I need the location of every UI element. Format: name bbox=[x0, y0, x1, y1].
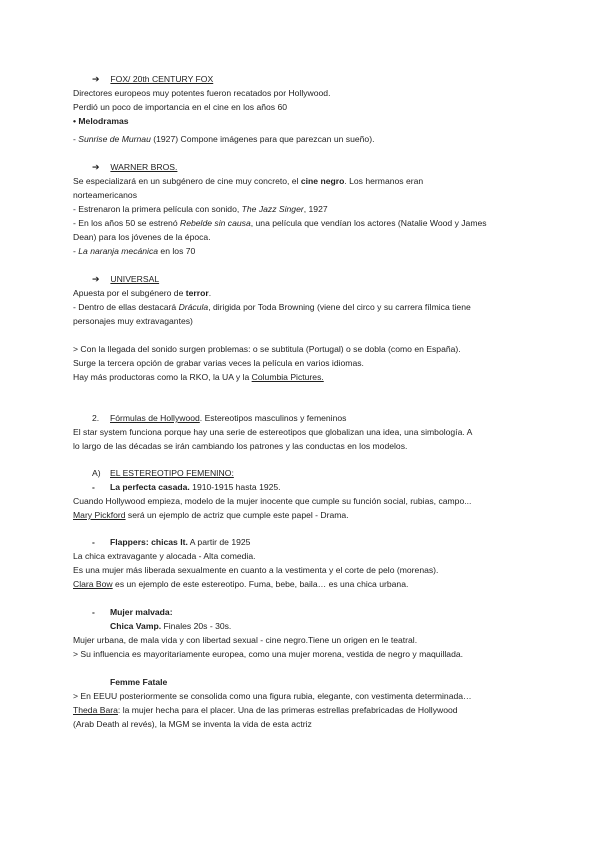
fatale-line2: Theda Bara: la mujer hecha para el placer. Una de las primeras estrellas prefabricadas de Hollywood bbox=[73, 705, 458, 715]
sound-line3: Hay más productoras como la RKO, la UA y la Columbia Pictures. bbox=[73, 372, 324, 382]
section2-line2: lo largo de las décadas se irán cambiando los patrones y las conductas en los modelos. bbox=[73, 441, 408, 451]
theda-bara-link[interactable]: Theda Bara bbox=[73, 705, 118, 715]
dash-icon: - bbox=[92, 482, 95, 492]
universal-line1: Apuesta por el subgénero de terror. bbox=[73, 288, 212, 298]
fatale-line3: (Arab Death al revés), la MGM se inventa la vida de esta actriz bbox=[73, 719, 312, 729]
warner-heading bbox=[92, 160, 177, 174]
flappers-line3: Clara Bow es un ejemplo de este estereotipo. Fuma, bebe, baila… es una chica urbana. bbox=[73, 579, 409, 589]
section2-line1: El star system funciona porque hay una serie de estereotipos que globalizan una idea, una simbología. A bbox=[73, 427, 473, 437]
section2-heading: 2. Fórmulas de Hollywood. Estereotipos masculinos y femeninos bbox=[92, 413, 347, 423]
cine-negro: cine negro bbox=[300, 176, 345, 186]
femenino-heading: A) EL ESTEREOTIPO FEMENINO: bbox=[92, 468, 234, 478]
warner-line3: - Estrenaron la primera película con sonido, The Jazz Singer, 1927 bbox=[73, 204, 328, 214]
clara-bow-link[interactable]: Clara Bow bbox=[73, 579, 113, 589]
malvada-heading: - Mujer malvada: bbox=[92, 607, 173, 617]
terror: terror bbox=[185, 288, 209, 298]
arrow-icon: ➔ bbox=[92, 274, 100, 284]
fatale-line1: > En EEUU posteriormente se consolida como una figura rubia, elegante, con vestimenta determinada… bbox=[73, 691, 472, 701]
vamp-line2: > Su influencia es mayoritariamente europea, como una mujer morena, vestida de negro y maquillada. bbox=[73, 649, 464, 659]
vamp-line1: Mujer urbana, de mala vida y con libertad sexual - cine negro.Tiene un origen en le teatral. bbox=[73, 635, 418, 645]
flappers-line2: Es una mujer más liberada sexualmente en cuanto a la vestimenta y el corte de pelo (morenas). bbox=[73, 565, 439, 575]
section2-title: Fórmulas de Hollywood bbox=[110, 413, 200, 423]
casada-heading: - La perfecta casada. 1910-1915 hasta 1925. bbox=[92, 482, 281, 492]
columbia-pictures-link[interactable]: Columbia Pictures. bbox=[251, 372, 324, 382]
warner-line4: - En los años 50 se estrenó Rebelde sin causa, una película que vendían los actores (Natalie Wood y James bbox=[73, 218, 487, 228]
femenino-title: EL ESTEREOTIPO FEMENINO: bbox=[110, 468, 234, 478]
warner-heading-text: WARNER BROS. bbox=[110, 162, 178, 172]
sound-line1: > Con la llegada del sonido surgen problemas: o se subtitula (Portugal) o se dobla (como en España). bbox=[73, 344, 461, 354]
fatale-heading: Femme Fatale bbox=[110, 677, 168, 687]
fox-line1: Directores europeos muy potentes fueron recatados por Hollywood. bbox=[73, 88, 331, 98]
flappers-line1: La chica extravagante y alocada - Alta comedia. bbox=[73, 551, 256, 561]
jazz-singer: The Jazz Singer bbox=[241, 204, 304, 214]
dracula: Drácula bbox=[178, 302, 209, 312]
fox-line2: Perdió un poco de importancia en el cine en los años 60 bbox=[73, 102, 288, 112]
dash-icon: - bbox=[92, 607, 95, 617]
dash-icon: - bbox=[92, 537, 95, 547]
sound-line2: Surge la tercera opción de grabar varias veces la película en varios idiomas. bbox=[73, 358, 364, 368]
mary-pickford-link[interactable]: Mary Pickford bbox=[73, 510, 126, 520]
vamp-heading: Chica Vamp. Finales 20s - 30s. bbox=[110, 621, 232, 631]
casada-line1: Cuando Hollywood empieza, modelo de la mujer inocente que cumple su función social, rubias, campo... bbox=[73, 496, 472, 506]
sunrise-title: Sunrise de Murnau bbox=[78, 134, 151, 144]
sunrise-line: - Sunrise de Murnau (1927) Compone imágenes para que parezcan un sueño). bbox=[73, 134, 375, 144]
warner-line1: Se especializará en un subgénero de cine muy concreto, el cine negro. Los hermanos eran bbox=[73, 176, 424, 186]
arrow-icon: ➔ bbox=[92, 74, 100, 84]
universal-heading bbox=[92, 272, 159, 286]
rebelde-sin-causa: Rebelde sin causa bbox=[180, 218, 251, 228]
arrow-icon: ➔ bbox=[92, 162, 100, 172]
casada-line2: Mary Pickford será un ejemplo de actriz que cumple este papel - Drama. bbox=[73, 510, 349, 520]
naranja-mecanica: La naranja mecánica bbox=[78, 246, 159, 256]
warner-line2: norteamericanos bbox=[73, 190, 138, 200]
warner-line6: - La naranja mecánica en los 70 bbox=[73, 246, 196, 256]
warner-line5: Dean) para los jóvenes de la época. bbox=[73, 232, 211, 242]
fox-heading-text: FOX/ 20th CENTURY FOX bbox=[110, 74, 214, 84]
melodramas-heading: • Melodramas bbox=[73, 116, 129, 126]
universal-line3: personajes muy extravagantes) bbox=[73, 316, 193, 326]
flappers-heading: - Flappers: chicas It. A partir de 1925 bbox=[92, 537, 251, 547]
universal-line2: - Dentro de ellas destacará Drácula, dirigida por Toda Browning (viene del circo y su carrera fílmica tiene bbox=[73, 302, 471, 312]
fox-heading bbox=[92, 72, 213, 86]
universal-heading-text: UNIVERSAL bbox=[110, 274, 160, 284]
